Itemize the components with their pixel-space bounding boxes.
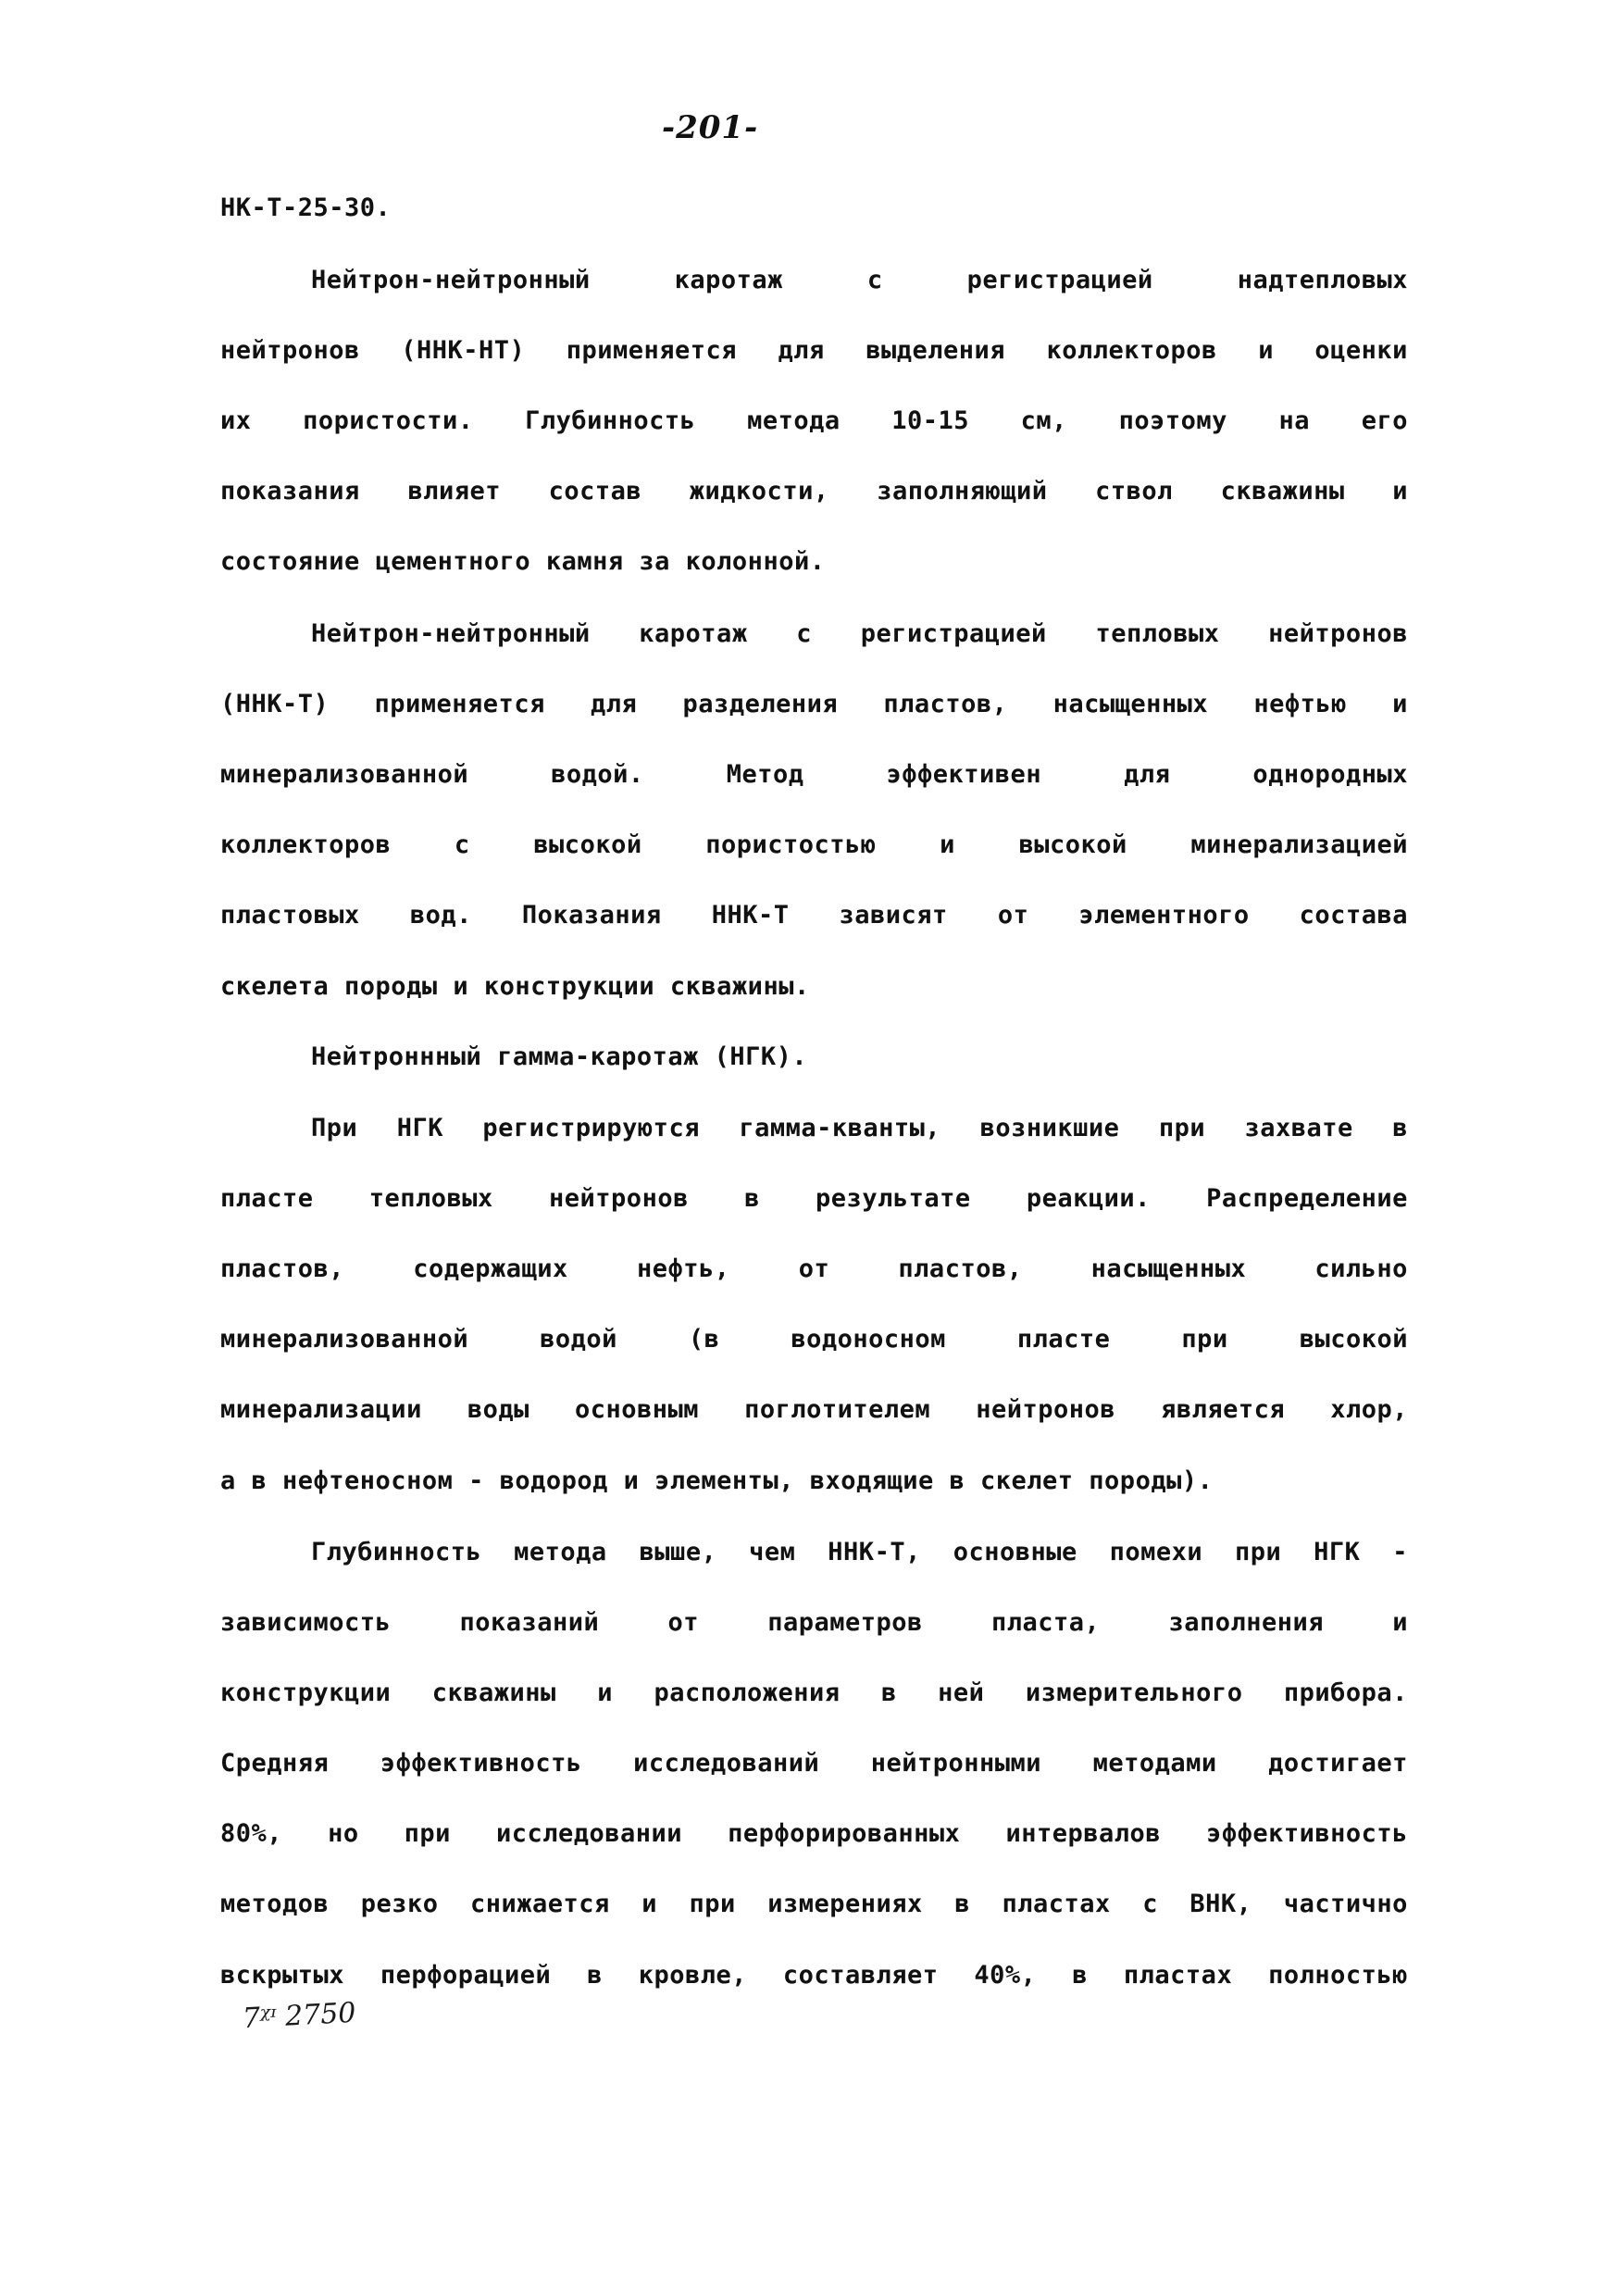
text-line: Нейтроннный гамма-каротаж (НГК). (311, 1042, 808, 1071)
word: зависят (839, 901, 948, 930)
word: Средняя (220, 1749, 330, 1778)
text-line (220, 1675, 1408, 1712)
text-line (220, 1816, 1408, 1853)
word: (в (688, 1325, 720, 1354)
word: ней (938, 1678, 985, 1707)
word: применяется (566, 336, 738, 365)
word: снижается (469, 1890, 610, 1918)
word: скважины (1220, 477, 1345, 505)
word: кровле, (638, 1961, 748, 1990)
word: пористостью (705, 830, 877, 859)
word: с (866, 266, 883, 294)
word: ННК-Т (711, 901, 790, 930)
word: показаний (459, 1608, 600, 1637)
word: эффективен (886, 760, 1042, 789)
word: пластовых (220, 901, 360, 930)
word: метода (747, 406, 841, 435)
word: при (404, 1819, 451, 1848)
word: минерализованной (220, 760, 469, 789)
word: и (1392, 477, 1408, 505)
word: ННК-Т, (828, 1538, 921, 1566)
word: оценки (1314, 336, 1408, 365)
word: нейтронов (220, 336, 360, 365)
word: пласте (220, 1184, 314, 1213)
word: показания (220, 477, 360, 505)
word: частично (1283, 1890, 1408, 1918)
word: применяется (374, 690, 545, 718)
word: эффективность (380, 1749, 582, 1778)
word: водоносном (791, 1325, 946, 1354)
word: жидкости, (689, 477, 829, 505)
word: от (667, 1608, 700, 1637)
text-line (311, 1534, 1408, 1571)
word: с (1142, 1890, 1158, 1918)
word: нейтронными (870, 1749, 1042, 1778)
word: основные (953, 1538, 1077, 1566)
text-line (220, 686, 1408, 723)
word: пластов, (898, 1254, 1023, 1283)
word: перфорацией (380, 1961, 552, 1990)
word: минерализацией (1190, 830, 1408, 859)
page-number: -201- (662, 109, 759, 146)
word: см, (1020, 406, 1067, 435)
text-line: скелета породы и конструкции скважины. (220, 972, 810, 1001)
word: регистрируются (482, 1114, 700, 1142)
word: помехи (1109, 1538, 1203, 1566)
word: является (1161, 1395, 1286, 1424)
word: пластах (1002, 1890, 1111, 1918)
word: состав (548, 477, 642, 505)
word: для (591, 690, 638, 718)
word: полностью (1268, 1961, 1408, 1990)
word: (ННК-Т) (220, 690, 330, 718)
word: при (689, 1890, 736, 1918)
word: составляет (782, 1961, 939, 1990)
word: расположения (654, 1678, 841, 1707)
word: (ННК-НТ) (401, 336, 526, 365)
word: и (1392, 1608, 1408, 1637)
word: пластов, (220, 1254, 345, 1283)
text-line: состояние цементного камня за колонной. (220, 547, 826, 576)
word: насыщенных (1090, 1254, 1247, 1283)
word: в (880, 1678, 897, 1707)
word: и (940, 830, 955, 859)
word: скважины (431, 1678, 556, 1707)
text-line (220, 473, 1408, 510)
word: водой. (551, 760, 644, 789)
word: высокой (533, 830, 642, 859)
word: выше, (639, 1538, 717, 1566)
word: нейтронов (976, 1395, 1116, 1424)
word: воды (467, 1395, 529, 1424)
word: нефтью (1253, 690, 1347, 718)
word: содержащих (413, 1254, 568, 1283)
word: и (1392, 690, 1408, 718)
word: основным (574, 1395, 700, 1424)
word: влияет (407, 477, 501, 505)
word: ствол (1095, 477, 1173, 505)
word: высокой (1018, 830, 1127, 859)
text-line: НК-Т-25-30. (220, 193, 392, 222)
word: их (220, 406, 252, 435)
word: пласте (1016, 1325, 1111, 1354)
word: разделения (682, 690, 839, 718)
word: высокой (1299, 1325, 1408, 1354)
word: выделения (866, 336, 1006, 365)
word: с (796, 619, 813, 648)
word: водой (540, 1325, 617, 1354)
text-line (311, 616, 1408, 653)
text-line (311, 262, 1408, 299)
word: для (1124, 760, 1171, 789)
word: нефть, (636, 1254, 730, 1283)
word: минерализации (220, 1395, 422, 1424)
word: нейтронов (549, 1184, 689, 1213)
word: достигает (1268, 1749, 1408, 1778)
word: гамма-кванты, (739, 1114, 941, 1142)
word: минерализованной (220, 1325, 469, 1354)
word: его (1361, 406, 1408, 435)
word: реакции. (1026, 1184, 1151, 1213)
text-line (220, 1251, 1408, 1288)
word: коллекторов (220, 830, 392, 859)
text-line (220, 1957, 1408, 1994)
word: методами (1092, 1749, 1217, 1778)
word: Нейтрон-нейтронный (311, 619, 591, 648)
word: при (1181, 1325, 1228, 1354)
word: от (997, 901, 1029, 930)
word: хлор, (1330, 1395, 1408, 1424)
word: возникшие (979, 1114, 1120, 1142)
word: тепловых (368, 1184, 493, 1213)
word: поэтому (1118, 406, 1227, 435)
text-line (220, 403, 1408, 440)
word: элементного (1078, 901, 1250, 930)
word: НГК (1314, 1538, 1361, 1566)
word: Нейтрон-нейтронный (311, 266, 591, 294)
text-line (311, 1110, 1408, 1147)
word: Глубинность (311, 1538, 482, 1566)
word: однородных (1252, 760, 1408, 789)
word: регистрацией (860, 619, 1047, 648)
word: заполнения (1168, 1608, 1324, 1637)
word: состава (1299, 901, 1408, 930)
word: надтепловых (1237, 266, 1408, 294)
text-line (220, 332, 1408, 369)
word: Глубинность (525, 406, 696, 435)
word: эффективность (1206, 1819, 1408, 1848)
word: НГК (396, 1114, 443, 1142)
word: вскрытых (220, 1961, 345, 1990)
word: на (1278, 406, 1311, 435)
handwritten-note: 7ᵡᶦ 2750 (242, 1996, 357, 2036)
word: и (1258, 336, 1274, 365)
word: параметров (767, 1608, 923, 1637)
word: насыщенных (1052, 690, 1209, 718)
text-line: а в нефтеносном - водород и элементы, входящие в скелет породы). (220, 1466, 1214, 1495)
word: конструкции (220, 1678, 392, 1707)
word: методов (220, 1890, 330, 1918)
word: Метод (726, 760, 804, 789)
text-line (220, 756, 1408, 793)
word: каротаж (639, 619, 748, 648)
word: Показания (521, 901, 662, 930)
word: регистрацией (966, 266, 1153, 294)
word: и (597, 1678, 613, 1707)
text-line (220, 897, 1408, 934)
word: зависимость (220, 1608, 392, 1637)
word: нейтронов (1268, 619, 1408, 648)
word: и (641, 1890, 658, 1918)
word: - (1392, 1538, 1408, 1566)
word: пласта, (990, 1608, 1101, 1637)
word: поглотителем (744, 1395, 931, 1424)
text-line (220, 827, 1408, 864)
word: ВНК, (1189, 1890, 1252, 1918)
word: прибора. (1283, 1678, 1408, 1707)
word: интервалов (1005, 1819, 1162, 1848)
text-line (220, 1391, 1408, 1429)
word: для (778, 336, 825, 365)
word: захвате (1244, 1114, 1353, 1142)
word: в (744, 1184, 760, 1213)
word: перфорированных (728, 1819, 961, 1848)
word: при (1158, 1114, 1206, 1142)
text-line (220, 1886, 1408, 1923)
word: от (798, 1254, 830, 1283)
text-line (220, 1180, 1408, 1217)
word: при (1234, 1538, 1282, 1566)
text-line (220, 1321, 1408, 1358)
text-line (220, 1745, 1408, 1782)
word: При (311, 1114, 358, 1142)
word: измерениях (767, 1890, 923, 1918)
word: в (1392, 1114, 1408, 1142)
word: метода (514, 1538, 607, 1566)
word: в (587, 1961, 603, 1990)
word: чем (749, 1538, 796, 1566)
word: 40%, (974, 1961, 1037, 1990)
word: 10-15 (891, 406, 970, 435)
word: 80%, (220, 1819, 283, 1848)
word: вод. (409, 901, 472, 930)
word: с (454, 830, 470, 859)
word: результате (816, 1184, 971, 1213)
word: пластов, (883, 690, 1008, 718)
word: в (1072, 1961, 1089, 1990)
word: коллекторов (1046, 336, 1217, 365)
word: исследовании (495, 1819, 683, 1848)
word: пористости. (303, 406, 474, 435)
word: измерительного (1025, 1678, 1243, 1707)
word: но (328, 1819, 359, 1848)
text-line (220, 1604, 1408, 1641)
word: пластах (1123, 1961, 1233, 1990)
word: сильно (1314, 1254, 1408, 1283)
word: в (954, 1890, 970, 1918)
word: резко (360, 1890, 439, 1918)
word: заполняющий (877, 477, 1048, 505)
word: исследований (633, 1749, 820, 1778)
word: тепловых (1095, 619, 1220, 648)
word: Распределение (1206, 1184, 1408, 1213)
word: каротаж (674, 266, 783, 294)
